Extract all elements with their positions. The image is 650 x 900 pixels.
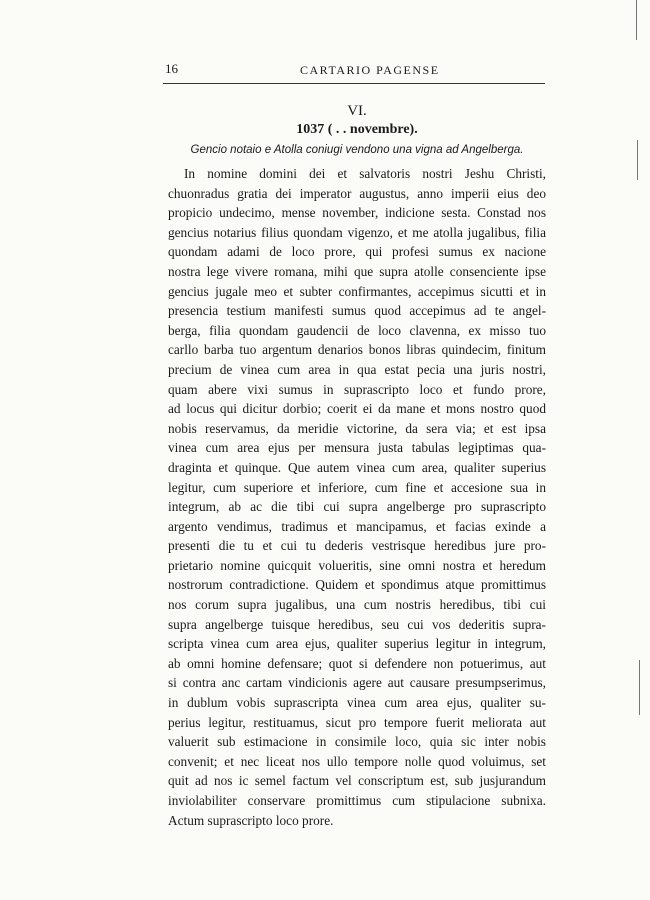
text-line: presenti die tu et cui tu dederis vestrisque heredibus jure pro-	[168, 538, 546, 554]
text-line: nostrorum contradictione. Quidem et spondimus atque promittimus	[168, 577, 546, 593]
text-line: nobis reservamus, da meridie victorine, da sera via; et est ipsa	[168, 420, 546, 436]
text-line: quam abere vixi sumus in suprascripto loco et fundo prore,	[168, 381, 546, 397]
text-line: berga, filia quondam gaudencii de loco clavenna, ex misso tuo	[168, 322, 546, 338]
text-line: integrum, ab ac die tibi cui supra angelberge pro suprascripto	[168, 499, 546, 515]
text-line: prietario nomine quicquit volueritis, sine omni nostra et heredum	[168, 557, 546, 573]
text-line: carllo barba tuo argentum denarios bonos libras quindecim, finitum	[168, 342, 546, 358]
text-line: chuonradus gratia dei imperator augustus, anno imperii eius deo	[168, 185, 546, 201]
text-line: perius legitur, restituamus, sicut pro tempore fuerit meliorata aut	[168, 714, 546, 730]
text-line: draginta et quinque. Que autem vinea cum area, qualiter superius	[168, 459, 546, 475]
scan-edge-mark	[637, 140, 638, 180]
text-line: presencia testium manifesti sumus quod accepimus ad te angel-	[168, 303, 546, 319]
text-line: In nomine domini dei et salvatoris nostri Jeshu Christi,	[184, 166, 546, 181]
scan-edge-mark	[639, 660, 640, 715]
text-line: propicio undecimo, mense november, indicione sesta. Constad nos	[168, 205, 546, 221]
text-line: gencius jugale meo et subter confirmantes, accepimus sicutti et in	[168, 283, 546, 299]
scan-edge-mark	[636, 0, 637, 40]
text-line: nostra lege vivere romana, mihi que supra atolle consenciente ipse	[168, 263, 546, 279]
text-line: in dublum vobis suprascripta vinea cum area ejus, qualiter su-	[168, 695, 546, 711]
text-line: si contra anc cartam vindicionis agere aut causare presumpserimus,	[168, 675, 546, 691]
header-rule	[163, 83, 545, 84]
text-line: valuerit sub estimacione in consimile loco, quia sic inter nobis	[168, 734, 546, 750]
text-line: convenit; et nec liceat nos ullo tempore nolle quod voluimus, set	[168, 753, 546, 769]
page-number: 16	[165, 61, 178, 76]
text-line: inviolabiliter conservare promittimus cum stipulacione subnixa.	[168, 793, 546, 808]
text-line: Actum suprascripto loco prore.	[168, 812, 334, 828]
text-line: quondam adami de loco prore, qui profesi sumus ex nacione	[168, 244, 546, 260]
text-line: nos corum supra jugalibus, una cum nostris heredibus, tibi cui	[168, 597, 546, 613]
text-line: argento vendimus, tradimus et mancipamus, et facias exinde a	[168, 518, 546, 534]
running-title: CARTARIO PAGENSE	[300, 63, 440, 77]
document-number: VI.	[347, 103, 367, 119]
text-line: supra angelberge tuisque heredibus, seu cui vos dederitis supra-	[168, 616, 546, 632]
text-line: gencius notarius filius quondam vigenzo, et me atolla jugalibus, filia	[168, 224, 546, 240]
text-line: vinea cum area ejus per mensura justa tabulas legiptimas qua-	[168, 440, 546, 456]
text-line: ad locus qui dicitur dorbio; coerit ei da mane et mons nostro quod	[168, 401, 546, 417]
text-line: precium de vinea cum area in qua estat pecia una juris nostri,	[168, 361, 546, 377]
text-line: quit ad nos ic semel factum vel conscriptum est, sub jusjurandum	[168, 773, 546, 789]
text-line: scripta vinea cum area ejus, qualiter superius legitur in integrum,	[168, 636, 546, 652]
text-line: ab omni homine defensare; quot si defendere non potuerimus, aut	[168, 655, 546, 671]
document-date: 1037 ( . . novembre).	[296, 122, 418, 137]
document-summary: Gencio notaio e Atolla coniugi vendono una vigna ad Angelberga.	[190, 144, 524, 156]
document-body	[168, 164, 546, 830]
text-line: legitur, cum superiore et inferiore, cum fine et accesione sua in	[168, 479, 546, 495]
